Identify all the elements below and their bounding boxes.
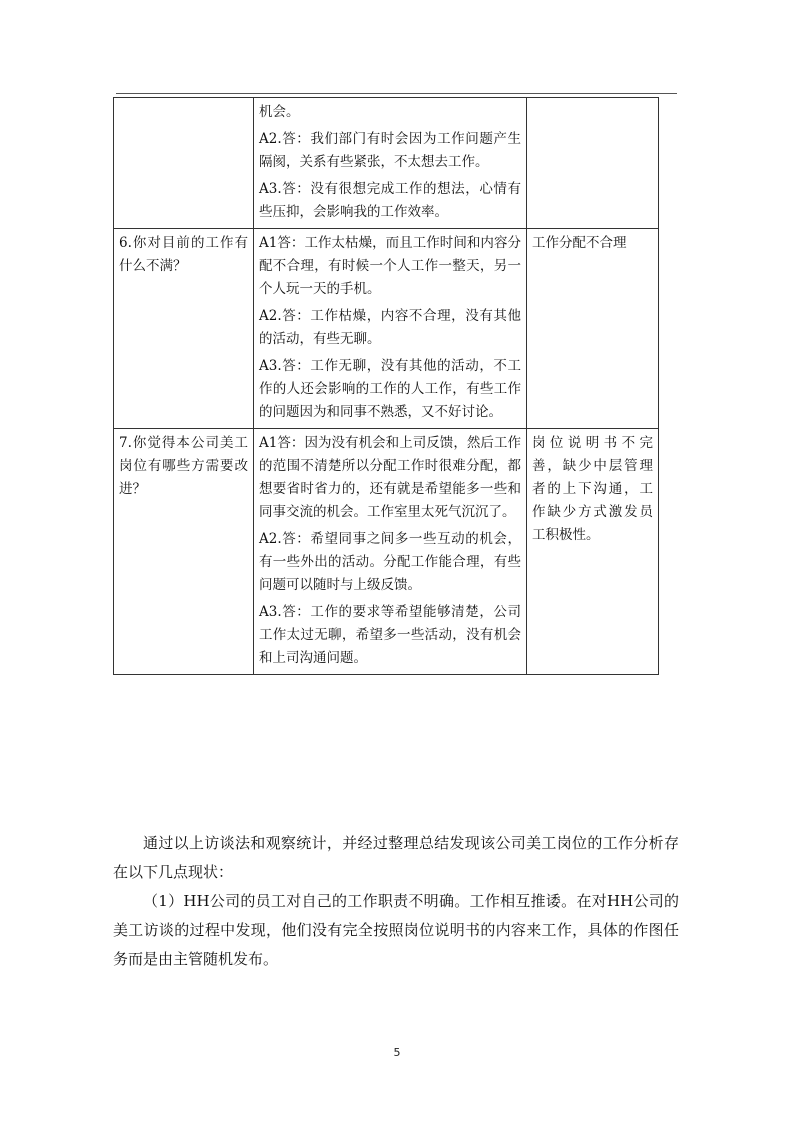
answer-cell	[254, 229, 527, 429]
interview-table	[113, 97, 659, 675]
paragraph: 通过以上访谈法和观察统计，并经过整理总结发现该公司美工岗位的工作分析存在以下几点现状：	[113, 834, 679, 881]
header-rule	[116, 93, 677, 94]
question-text: 6.你对目前的工作有什么不满？	[119, 235, 248, 274]
answer-cell	[254, 429, 527, 675]
table-row	[114, 429, 659, 675]
answer-text: A3.答：没有很想完成工作的想法，心情有些压抑，会影响我的工作效率。	[259, 181, 521, 220]
answer-text: A3.答：工作的要求等希望能够清楚，公司工作太过无聊，希望多一些活动，没有机会和上司沟通问题。	[259, 604, 521, 666]
answer-text: A1答：因为没有机会和上司反馈，然后工作的范围不清楚所以分配工作时很难分配，都想要省时省力的，还有就是希望能多一些和同事交流的机会。工作室里太死气沉沉了。	[259, 435, 521, 520]
question-text: 7.你觉得本公司美工岗位有哪些方需要改进？	[119, 435, 248, 497]
question-cell	[114, 98, 254, 229]
page-number: 5	[393, 1046, 401, 1059]
answer-text: A1答：工作太枯燥，而且工作时间和内容分配不合理，有时候一个人工作一整天，另一个人玩一天的手机。	[259, 235, 521, 297]
answer-cell	[254, 98, 527, 229]
question-cell	[114, 429, 254, 675]
table-row	[114, 229, 659, 429]
answer-text: A2.答：我们部门有时会因为工作问题产生隔阂，关系有些紧张，不太想去工作。	[259, 131, 521, 170]
answer-text: A2.答：工作枯燥，内容不合理，没有其他的活动，有些无聊。	[259, 308, 521, 347]
paragraph: （1）HH公司的员工对自己的工作职责不明确。工作相互推诿。在对HH公司的美工访谈的过程中发现，他们没有完全按照岗位说明书的内容来工作，具体的作图任务而是由主管随机发布。	[113, 892, 679, 968]
table-row	[114, 98, 659, 229]
body-text	[113, 829, 679, 974]
answer-text: A2.答：希望同事之间多一些互动的机会，有一些外出的活动。分配工作能合理，有些问题可以随时与上级反馈。	[259, 531, 521, 593]
question-cell	[114, 229, 254, 429]
answer-text: A3.答：工作无聊，没有其他的活动，不工作的人还会影响的工作的人工作，有些工作的问题因为和同事不熟悉，又不好讨论。	[259, 358, 521, 420]
answer-text: 机会。	[259, 104, 300, 120]
conclusion-text: 工作分配不合理	[532, 235, 627, 251]
conclusion-cell	[527, 98, 659, 229]
conclusion-cell	[527, 429, 659, 675]
conclusion-text: 岗位说明书不完善，缺少中层管理者的上下沟通，工作缺少方式激发员工积极性。	[532, 435, 653, 543]
conclusion-cell	[527, 229, 659, 429]
